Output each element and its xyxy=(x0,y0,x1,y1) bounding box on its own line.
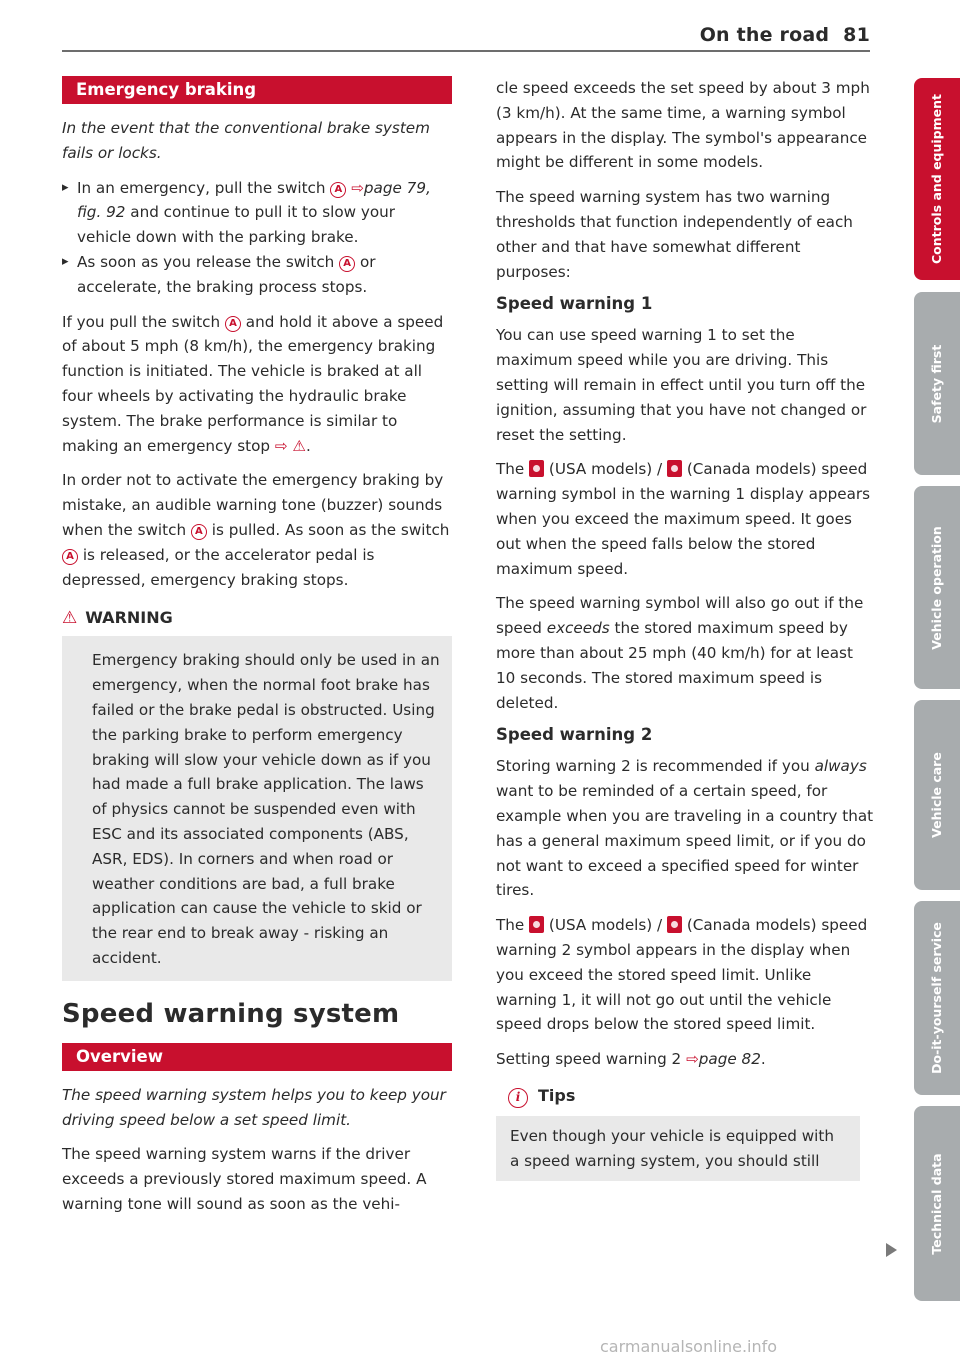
arrow-right-icon: ⇨ xyxy=(686,1050,699,1069)
switch-a-marker: A xyxy=(62,549,78,565)
speed-warning-1-heading: Speed warning 1 xyxy=(496,294,653,314)
warning-header: ⚠ WARNING xyxy=(62,602,452,638)
running-head-title: On the road xyxy=(699,24,830,46)
tab-technical-data[interactable]: Technical data xyxy=(914,1106,960,1301)
switch-a-marker: A xyxy=(191,524,207,540)
right-column xyxy=(496,76,876,1181)
tab-controls-and-equipment[interactable]: Controls and equipment xyxy=(914,78,960,280)
arrow-right-icon: ⇨ xyxy=(351,178,364,197)
speed-warning-canada-icon xyxy=(667,916,682,933)
info-icon: i xyxy=(508,1088,528,1108)
speed-warning-2-symbol-text: The (USA models) / (Canada models) speed warning 2 symbol appears in the display when you exceed the stored speed limit. Unlike warning 1, it will not go out until the vehicle speed drops below the stored speed limit. xyxy=(496,916,868,1034)
tab-safety-first[interactable]: Safety first xyxy=(914,292,960,475)
speed-warning-2-text: Storing warning 2 is recommended if you always want to be reminded of a certain speed, for example when you are traveling in a country that has a general maximum speed limit, or if you do not want to exceed a specified speed for winter tires. xyxy=(496,757,874,900)
overview-heading: Overview xyxy=(62,1043,452,1071)
switch-a-marker: A xyxy=(225,316,241,332)
tips-text: Even though your vehicle is equipped with a speed warning system, you should still xyxy=(496,1116,860,1182)
switch-a-marker: A xyxy=(339,256,355,272)
emergency-intro: In the event that the conventional brake system fails or locks. xyxy=(62,119,430,162)
tab-vehicle-operation[interactable]: Vehicle operation xyxy=(914,486,960,689)
arrow-right-icon: ⇨ xyxy=(274,436,288,455)
list-item: ▸ As soon as you release the switch A or accelerate, the braking process stops. xyxy=(62,250,452,300)
emergency-bullets xyxy=(62,176,452,300)
section-title: Speed warning system xyxy=(62,998,400,1029)
warning-triangle-icon: ⚠ xyxy=(62,608,78,629)
speed-warning-1-out-text: The speed warning symbol will also go out if the speed exceeds the stored maximum speed by more than about 25 mph (40 km/h) for at least 10 seconds. The stored maximum speed is deleted. xyxy=(496,594,864,712)
continued-text: cle speed exceeds the set speed by about 3 mph (3 km/h). At the same time, a warning symbol appears in the display. The symbol's appearance might be different in some models. xyxy=(496,79,870,172)
running-head xyxy=(620,24,870,46)
speed-warning-canada-icon xyxy=(667,460,682,477)
watermark: carmanualsonline.info xyxy=(600,1337,778,1356)
page-reference-link[interactable]: ⇨page 82 xyxy=(686,1050,761,1069)
speed-warning-usa-icon xyxy=(529,460,544,477)
speed-warning-2-heading: Speed warning 2 xyxy=(496,725,653,745)
speed-warning-1-text: You can use speed warning 1 to set the maximum speed while you are driving. This setting will remain in effect until you turn off the ignition, assuming that you have not changed or reset the setting. xyxy=(496,326,867,444)
list-item: ▸ In an emergency, pull the switch A ⇨page 79, fig. 92 and continue to pull it to slow your vehicle down with the parking brake. xyxy=(62,176,452,250)
left-column xyxy=(62,76,452,1227)
tab-vehicle-care[interactable]: Vehicle care xyxy=(914,700,960,890)
thresholds-text: The speed warning system has two warning thresholds that function independently of each other and that have somewhat different purposes: xyxy=(496,188,853,281)
tips-box xyxy=(496,1082,876,1182)
tips-header: i Tips xyxy=(496,1082,876,1116)
switch-a-marker: A xyxy=(330,182,346,198)
warning-triangle-icon[interactable]: ⚠ xyxy=(292,436,307,455)
emergency-tone-paragraph: In order not to activate the emergency braking by mistake, an audible warning tone (buzzer) sounds when the switch A is pulled. As soon as the switch A is released, or the accelerator pedal is depressed, emergency braking stops. xyxy=(62,471,450,589)
header-rule xyxy=(62,50,870,52)
warning-text: Emergency braking should only be used in an emergency, when the normal foot brake has failed or the brake pedal is obstructed. Using the parking brake to perform emergency braking will slow your vehicle down as if you had made a full brake application. The laws of physics cannot be suspended even with ESC and its associated components (ABS, ASR, EDS). In corners and when road or weather conditions are bad, a full brake application can cause the vehicle to skid or the rear end to break away - risking an accident. xyxy=(92,651,440,967)
overview-text: The speed warning system warns if the driver exceeds a previously stored maximum speed. A warning tone will sound as soon as the vehi- xyxy=(62,1145,427,1213)
warning-box xyxy=(62,602,452,980)
setting-reference: Setting speed warning 2 ⇨page 82. xyxy=(496,1050,766,1069)
emergency-hold-paragraph: If you pull the switch A and hold it above a speed of about 5 mph (8 km/h), the emergency braking function is initiated. The vehicle is braked at all four wheels by activating the hydraulic brake system. The brake performance is similar to making an emergency stop ⇨ ⚠. xyxy=(62,312,444,455)
continue-arrow-icon xyxy=(886,1243,897,1257)
emergency-braking-heading: Emergency braking xyxy=(62,76,452,104)
page-reference-link[interactable]: ⇨page 79, fig. 92 xyxy=(77,178,431,222)
overview-intro: The speed warning system helps you to keep your driving speed below a set speed limit. xyxy=(62,1085,446,1129)
tab-do-it-yourself-service[interactable]: Do-it-yourself service xyxy=(914,901,960,1095)
page-number: 81 xyxy=(843,24,870,46)
speed-warning-usa-icon xyxy=(529,916,544,933)
speed-warning-1-symbol-text: The (USA models) / (Canada models) speed warning symbol in the warning 1 display appears when you exceed the maximum speed. It goes out when the speed falls below the stored maximum speed. xyxy=(496,460,871,578)
